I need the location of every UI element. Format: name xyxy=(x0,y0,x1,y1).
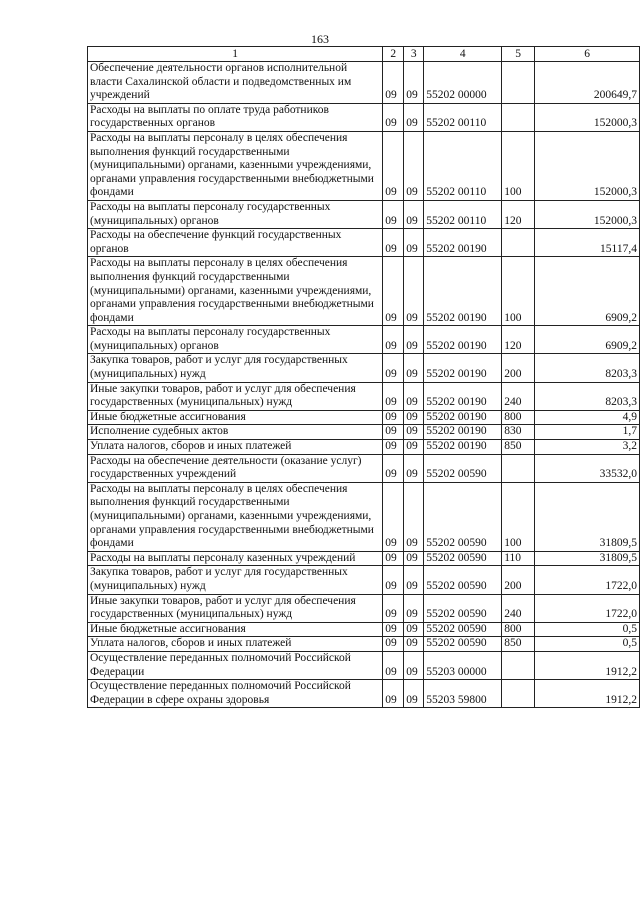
row-title: Уплата налогов, сборов и иных платежей xyxy=(88,637,383,652)
subsection-code: 09 xyxy=(404,382,424,410)
expense-type-code: 100 xyxy=(502,131,535,200)
subsection-code: 09 xyxy=(404,131,424,200)
table-row xyxy=(88,257,640,326)
section-code: 09 xyxy=(383,454,404,482)
subsection-code: 09 xyxy=(404,354,424,382)
amount: 3,2 xyxy=(535,440,640,455)
section-code: 09 xyxy=(383,680,404,708)
amount: 152000,3 xyxy=(535,131,640,200)
table-row xyxy=(88,326,640,354)
subsection-code: 09 xyxy=(404,410,424,425)
amount: 1912,2 xyxy=(535,680,640,708)
row-title: Иные бюджетные ассигнования xyxy=(88,410,383,425)
section-code: 09 xyxy=(383,354,404,382)
table-row xyxy=(88,229,640,257)
expense-type-code: 850 xyxy=(502,637,535,652)
subsection-code: 09 xyxy=(404,229,424,257)
column-header: 2 xyxy=(383,47,404,62)
target-item-code: 55202 00590 xyxy=(424,594,502,622)
table-row xyxy=(88,454,640,482)
target-item-code: 55202 00590 xyxy=(424,566,502,594)
subsection-code: 09 xyxy=(404,62,424,104)
subsection-code: 09 xyxy=(404,680,424,708)
expense-type-code: 200 xyxy=(502,354,535,382)
table-row xyxy=(88,622,640,637)
amount: 1,7 xyxy=(535,425,640,440)
page-number: 163 xyxy=(311,32,329,46)
section-code: 09 xyxy=(383,410,404,425)
amount: 200649,7 xyxy=(535,62,640,104)
expense-type-code: 100 xyxy=(502,482,535,551)
row-title: Закупка товаров, работ и услуг для государственных (муниципальных) нужд xyxy=(88,566,383,594)
expense-type-code xyxy=(502,103,535,131)
section-code: 09 xyxy=(383,326,404,354)
expense-type-code: 120 xyxy=(502,326,535,354)
amount: 1722,0 xyxy=(535,566,640,594)
section-code: 09 xyxy=(383,62,404,104)
target-item-code: 55202 00590 xyxy=(424,637,502,652)
table-row xyxy=(88,425,640,440)
expense-type-code: 110 xyxy=(502,551,535,566)
row-title: Расходы на выплаты персоналу в целях обеспечения выполнения функций государственными (муниципальными) органами, казенными учреждениями, органами управления государственными внебюджетными фондами xyxy=(88,482,383,551)
row-title: Расходы на выплаты по оплате труда работников государственных органов xyxy=(88,103,383,131)
section-code: 09 xyxy=(383,551,404,566)
expense-type-code: 800 xyxy=(502,410,535,425)
table-row xyxy=(88,62,640,104)
section-code: 09 xyxy=(383,482,404,551)
target-item-code: 55202 00190 xyxy=(424,257,502,326)
table-row xyxy=(88,440,640,455)
column-header: 1 xyxy=(88,47,383,62)
expense-type-code: 240 xyxy=(502,594,535,622)
column-header: 3 xyxy=(404,47,424,62)
subsection-code: 09 xyxy=(404,637,424,652)
target-item-code: 55202 00110 xyxy=(424,200,502,228)
row-title: Расходы на обеспечение функций государственных органов xyxy=(88,229,383,257)
amount: 8203,3 xyxy=(535,354,640,382)
target-item-code: 55202 00000 xyxy=(424,62,502,104)
section-code: 09 xyxy=(383,382,404,410)
target-item-code: 55203 59800 xyxy=(424,680,502,708)
amount: 4,9 xyxy=(535,410,640,425)
amount: 152000,3 xyxy=(535,200,640,228)
amount: 1722,0 xyxy=(535,594,640,622)
section-code: 09 xyxy=(383,637,404,652)
section-code: 09 xyxy=(383,200,404,228)
row-title: Исполнение судебных актов xyxy=(88,425,383,440)
amount: 0,5 xyxy=(535,637,640,652)
expense-type-code: 240 xyxy=(502,382,535,410)
subsection-code: 09 xyxy=(404,651,424,679)
subsection-code: 09 xyxy=(404,200,424,228)
expense-type-code xyxy=(502,229,535,257)
section-code: 09 xyxy=(383,651,404,679)
target-item-code: 55202 00190 xyxy=(424,410,502,425)
table-row xyxy=(88,103,640,131)
amount: 33532,0 xyxy=(535,454,640,482)
target-item-code: 55202 00590 xyxy=(424,622,502,637)
row-title: Расходы на выплаты персоналу в целях обеспечения выполнения функций государственными (муниципальными) органами, казенными учреждениями, органами управления государственными внебюджетными фондами xyxy=(88,131,383,200)
row-title: Иные бюджетные ассигнования xyxy=(88,622,383,637)
amount: 31809,5 xyxy=(535,482,640,551)
row-title: Расходы на обеспечение деятельности (оказание услуг) государственных учреждений xyxy=(88,454,383,482)
expense-type-code: 100 xyxy=(502,257,535,326)
section-code: 09 xyxy=(383,566,404,594)
expense-type-code: 850 xyxy=(502,440,535,455)
amount: 31809,5 xyxy=(535,551,640,566)
expense-type-code: 120 xyxy=(502,200,535,228)
section-code: 09 xyxy=(383,103,404,131)
table-row xyxy=(88,354,640,382)
row-title: Иные закупки товаров, работ и услуг для обеспечения государственных (муниципальных) нужд xyxy=(88,382,383,410)
target-item-code: 55202 00110 xyxy=(424,131,502,200)
target-item-code: 55202 00190 xyxy=(424,354,502,382)
amount: 6909,2 xyxy=(535,257,640,326)
target-item-code: 55202 00190 xyxy=(424,425,502,440)
subsection-code: 09 xyxy=(404,566,424,594)
row-title: Расходы на выплаты персоналу государственных (муниципальных) органов xyxy=(88,326,383,354)
row-title: Осуществление переданных полномочий Российской Федерации в сфере охраны здоровья xyxy=(88,680,383,708)
subsection-code: 09 xyxy=(404,551,424,566)
row-title: Расходы на выплаты персоналу государственных (муниципальных) органов xyxy=(88,200,383,228)
amount: 152000,3 xyxy=(535,103,640,131)
amount: 1912,2 xyxy=(535,651,640,679)
row-title: Закупка товаров, работ и услуг для государственных (муниципальных) нужд xyxy=(88,354,383,382)
expense-type-code: 200 xyxy=(502,566,535,594)
subsection-code: 09 xyxy=(404,454,424,482)
subsection-code: 09 xyxy=(404,425,424,440)
section-code: 09 xyxy=(383,131,404,200)
target-item-code: 55202 00190 xyxy=(424,326,502,354)
expense-type-code xyxy=(502,680,535,708)
table-row xyxy=(88,594,640,622)
budget-table xyxy=(87,46,640,708)
row-title: Расходы на выплаты персоналу казенных учреждений xyxy=(88,551,383,566)
table-row xyxy=(88,637,640,652)
subsection-code: 09 xyxy=(404,326,424,354)
row-title: Расходы на выплаты персоналу в целях обеспечения выполнения функций государственными (муниципальными) органами, казенными учреждениями, органами управления государственными внебюджетными фондами xyxy=(88,257,383,326)
column-number-header xyxy=(88,47,640,62)
section-code: 09 xyxy=(383,594,404,622)
target-item-code: 55202 00590 xyxy=(424,454,502,482)
expense-type-code: 800 xyxy=(502,622,535,637)
target-item-code: 55202 00110 xyxy=(424,103,502,131)
target-item-code: 55202 00590 xyxy=(424,551,502,566)
subsection-code: 09 xyxy=(404,257,424,326)
expense-type-code xyxy=(502,62,535,104)
expense-type-code xyxy=(502,454,535,482)
table-row xyxy=(88,410,640,425)
table-row xyxy=(88,566,640,594)
row-title: Иные закупки товаров, работ и услуг для обеспечения государственных (муниципальных) нужд xyxy=(88,594,383,622)
subsection-code: 09 xyxy=(404,103,424,131)
table-row xyxy=(88,680,640,708)
amount: 0,5 xyxy=(535,622,640,637)
target-item-code: 55203 00000 xyxy=(424,651,502,679)
table-row xyxy=(88,131,640,200)
subsection-code: 09 xyxy=(404,594,424,622)
section-code: 09 xyxy=(383,257,404,326)
subsection-code: 09 xyxy=(404,482,424,551)
column-header: 4 xyxy=(424,47,502,62)
column-header: 5 xyxy=(502,47,535,62)
table-row xyxy=(88,482,640,551)
table-row xyxy=(88,382,640,410)
row-title: Осуществление переданных полномочий Российской Федерации xyxy=(88,651,383,679)
section-code: 09 xyxy=(383,425,404,440)
row-title: Обеспечение деятельности органов исполнительной власти Сахалинской области и подведомственных им учреждений xyxy=(88,62,383,104)
amount: 8203,3 xyxy=(535,382,640,410)
section-code: 09 xyxy=(383,229,404,257)
table-row xyxy=(88,651,640,679)
target-item-code: 55202 00190 xyxy=(424,229,502,257)
expense-type-code: 830 xyxy=(502,425,535,440)
amount: 15117,4 xyxy=(535,229,640,257)
table-row xyxy=(88,551,640,566)
target-item-code: 55202 00190 xyxy=(424,440,502,455)
subsection-code: 09 xyxy=(404,622,424,637)
target-item-code: 55202 00190 xyxy=(424,382,502,410)
table-row xyxy=(88,200,640,228)
subsection-code: 09 xyxy=(404,440,424,455)
section-code: 09 xyxy=(383,622,404,637)
column-header: 6 xyxy=(535,47,640,62)
target-item-code: 55202 00590 xyxy=(424,482,502,551)
section-code: 09 xyxy=(383,440,404,455)
amount: 6909,2 xyxy=(535,326,640,354)
row-title: Уплата налогов, сборов и иных платежей xyxy=(88,440,383,455)
expense-type-code xyxy=(502,651,535,679)
